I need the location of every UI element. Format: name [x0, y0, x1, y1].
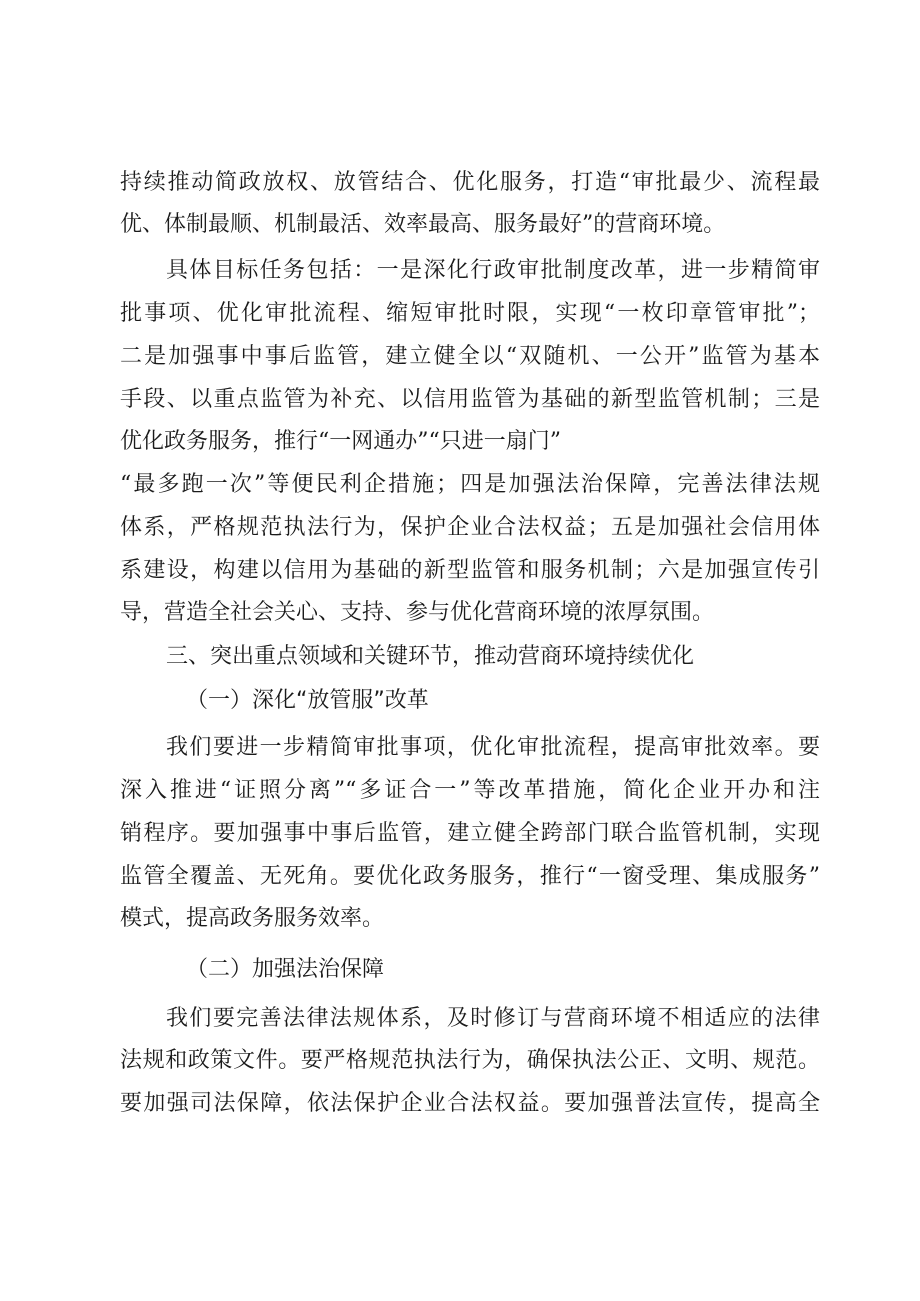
subsection-2-heading: （二）加强法治保障 [186, 957, 385, 982]
para2-line-8: 系建设，构建以信用为基础的新型监管和服务机制；六是加强宣传引 [120, 558, 820, 583]
section-3-heading: 三、突出重点领域和关键环节，推动营商环境持续优化 [166, 644, 695, 669]
para4-line-1: 我们要完善法律法规体系，及时修订与营商环境不相适应的法律 [166, 1006, 820, 1031]
para3-line-1: 我们要进一步精简审批事项，优化审批流程，提高审批效率。要 [166, 735, 820, 760]
para2-line-1: 具体目标任务包括：一是深化行政审批制度改革，进一步精简审 [166, 258, 820, 283]
para2-line-2: 批事项、优化审批流程、缩短审批时限，实现“一枚印章管审批”； [120, 301, 820, 326]
para3-line-3: 销程序。要加强事中事后监管，建立健全跨部门联合监管机制，实现 [120, 821, 820, 846]
subsection-1-heading: （一）深化“放管服”改革 [186, 688, 429, 713]
para3-line-5: 模式，提高政务服务效率。 [120, 906, 385, 931]
para2-line-7: 体系，严格规范执法行为，保护企业合法权益；五是加强社会信用体 [120, 515, 820, 540]
para4-line-2: 法规和政策文件。要严格规范执法行为，确保执法公正、文明、规范。 [120, 1048, 820, 1073]
para2-line-3: 二是加强事中事后监管，建立健全以“双随机、一公开”监管为基本 [120, 344, 820, 369]
para2-line-5: 优化政务服务，推行“一网通办”“只进一扇门” [120, 429, 561, 454]
para1-line-1: 持续推动简政放权、放管结合、优化服务，打造“审批最少、流程最 [120, 170, 820, 195]
para3-line-2: 深入推进“证照分离”“多证合一”等改革措施，简化企业开办和注 [120, 778, 820, 803]
para2-line-6: “最多跑一次”等便民利企措施；四是加强法治保障，完善法律法规 [120, 472, 820, 497]
para2-line-4: 手段、以重点监管为补充、以信用监管为基础的新型监管机制；三是 [120, 387, 820, 412]
para4-line-3: 要加强司法保障，依法保护企业合法权益。要加强普法宣传，提高全 [120, 1091, 820, 1116]
para1-line-2: 优、体制最顺、机制最活、效率最高、服务最好”的营商环境。 [120, 212, 726, 237]
para2-line-9: 导，营造全社会关心、支持、参与优化营商环境的浓厚氛围。 [120, 600, 715, 625]
para3-line-4: 监管全覆盖、无死角。要优化政务服务，推行“一窗受理、集成服务” [120, 864, 820, 889]
